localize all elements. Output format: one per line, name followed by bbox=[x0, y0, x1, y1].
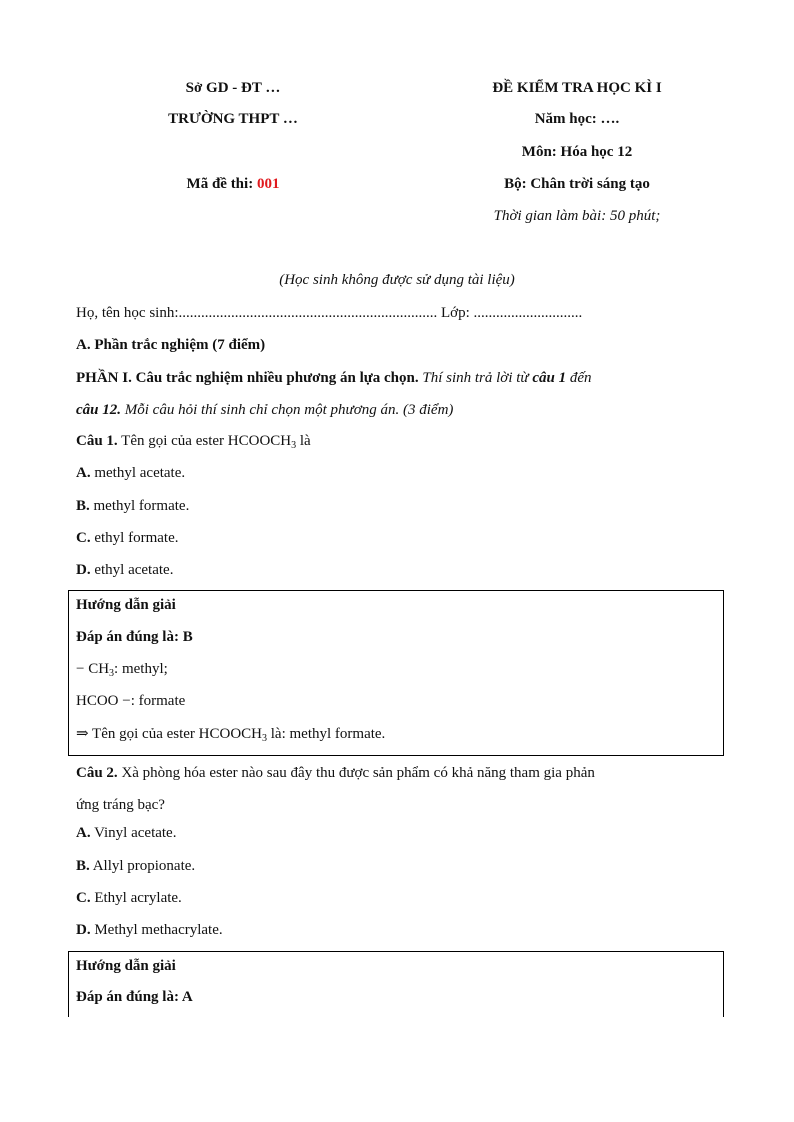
solution-answer: Đáp án đúng là: B bbox=[76, 629, 193, 645]
q1-option-a[interactable]: A. methyl acetate. bbox=[76, 465, 186, 481]
no-materials-note: (Học sinh không được sử dụng tài liệu) bbox=[279, 272, 515, 288]
exam-code-label: Mã đề thi: bbox=[186, 176, 257, 192]
student-class-field: Lớp: ............................. bbox=[437, 305, 583, 321]
solution-answer: Đáp án đúng là: A bbox=[76, 989, 193, 1005]
exam-title: ĐỀ KIỂM TRA HỌC KÌ I bbox=[492, 80, 662, 96]
question-1: Câu 1. Tên gọi của ester $HCOOCH_3$ là bbox=[76, 433, 311, 451]
q2-option-c[interactable]: C. Ethyl acrylate. bbox=[76, 890, 182, 906]
solution-step-1: − $CH_3$: methyl; bbox=[76, 661, 168, 679]
part1-instruction: câu 12. Mỗi câu hỏi thí sinh chỉ chọn một phương án. (3 điểm) bbox=[76, 402, 454, 418]
part1-heading: PHẦN I. Câu trắc nghiệm nhiều phương án lựa chọn. Thí sinh trả lời từ câu 1 đến bbox=[76, 370, 592, 386]
school-year: Năm học: …. bbox=[534, 111, 620, 127]
q1-option-d[interactable]: D. ethyl acetate. bbox=[76, 562, 174, 578]
q1-option-b[interactable]: B. methyl formate. bbox=[76, 498, 190, 514]
subject: Môn: Hóa học 12 bbox=[521, 144, 633, 160]
solution-conclusion: ⇒ Tên gọi của ester $HCOOCH_3$ là: methyl formate. bbox=[76, 726, 386, 744]
question-2: Câu 2. Xà phòng hóa ester nào sau đây thu được sản phẩm có khả năng tham gia phản bbox=[76, 765, 595, 781]
student-name-field: Họ, tên học sinh:..................................................................... bbox=[76, 305, 438, 321]
q2-option-d[interactable]: D. Methyl methacrylate. bbox=[76, 922, 223, 938]
exam-code bbox=[116, 175, 350, 194]
exam-duration: Thời gian làm bài: 50 phút; bbox=[493, 208, 661, 224]
q1-option-c[interactable]: C. ethyl formate. bbox=[76, 530, 179, 546]
solution-title: Hướng dẫn giải bbox=[76, 958, 176, 974]
question-2-cont: ứng tráng bạc? bbox=[76, 797, 165, 813]
exam-code-value: 001 bbox=[256, 176, 280, 192]
question-label: Câu 2. bbox=[76, 765, 118, 781]
question-label: Câu 1. bbox=[76, 433, 118, 449]
q2-option-b[interactable]: B. Allyl propionate. bbox=[76, 858, 196, 874]
q2-solution-box bbox=[68, 951, 724, 1017]
solution-title: Hướng dẫn giải bbox=[76, 597, 176, 613]
q1-solution-box bbox=[68, 590, 724, 756]
section-a-title: A. Phần trắc nghiệm (7 điểm) bbox=[76, 337, 266, 353]
q2-option-a[interactable]: A. Vinyl acetate. bbox=[76, 825, 177, 841]
solution-step-2: HCOO −: formate bbox=[76, 693, 186, 709]
student-info-line bbox=[76, 303, 582, 323]
school-name: TRƯỜNG THPT … bbox=[168, 111, 298, 127]
department-name: Sở GD - ĐT … bbox=[185, 80, 281, 96]
part1-title: PHẦN I. Câu trắc nghiệm nhiều phương án lựa chọn. bbox=[76, 370, 419, 386]
textbook-series: Bộ: Chân trời sáng tạo bbox=[504, 176, 650, 192]
